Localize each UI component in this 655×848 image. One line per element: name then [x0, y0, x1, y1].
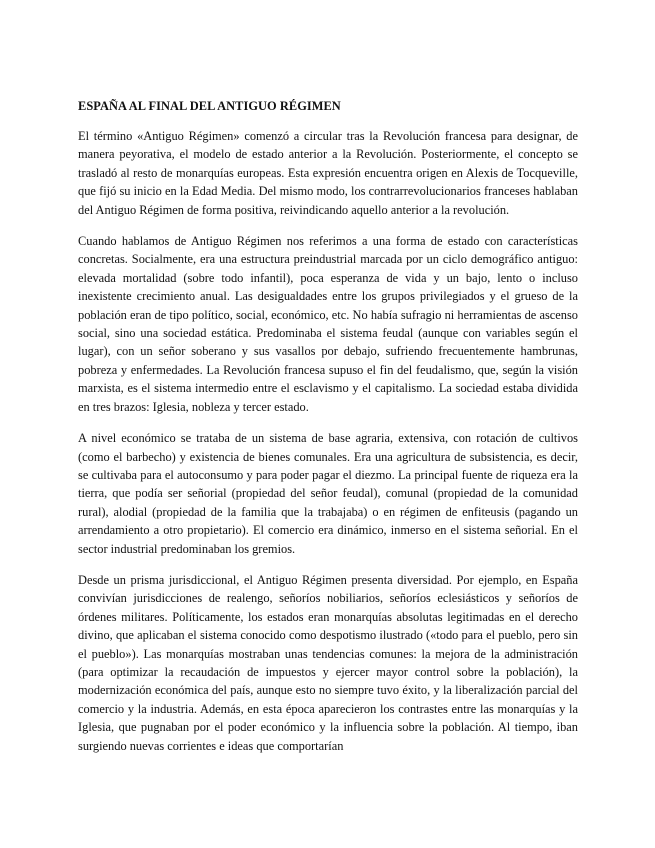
paragraph-antiguo-regimen-origin: El término «Antiguo Régimen» comenzó a circular tras la Revolución francesa para designar, de manera peyorativa, el modelo de estado anterior a la Revolución. Posteriormente, el concepto se trasladó al resto de monarquías europeas. Esta expresión encuentra origen en Alexis de Tocqueville, que fijó su inicio en la Edad Media. Del mismo modo, los contrarrevolucionarios franceses hablaban del Antiguo Régimen de forma positiva, reivindicando aquello anterior a la revolución. — [78, 129, 578, 217]
document-title: ESPAÑA AL FINAL DEL ANTIGUO RÉGIMEN — [78, 99, 341, 113]
paragraph-economy: A nivel económico se trataba de un sistema de base agraria, extensiva, con rotación de cultivos (como el barbecho) y existencia de bienes comunales. Era una agricultura de subsistencia, es decir, se cultivaba para el autoconsumo y para poder pagar el diezmo. La principal fuente de riqueza era la tierra, que podía ser señorial (propiedad del señor feudal), comunal (propiedad de la comunidad rural), alodial (propiedad de la familia que la trabajaba) o en régimen de enfiteusis (pagando un arrendamiento a otro propietario). El comercio era dinámico, inmerso en el sistema señorial. En el sector industrial predominaban los gremios. — [78, 431, 578, 556]
paragraph-jurisdiction-politics: Desde un prisma jurisdiccional, el Antiguo Régimen presenta diversidad. Por ejemplo, en España convivían jurisdicciones de realengo, señoríos nobiliarios, señoríos eclesiásticos y señoríos de órdenes militares. Políticamente, los estados eran monarquías absolutas legitimadas en el derecho divino, que aplicaban el sistema conocido como despotismo ilustrado («todo para el pueblo, pero sin el pueblo»). Las monarquías mostraban unas tendencias comunes: la mejora de la administración (para optimizar la recaudación de impuestos y ejercer mayor control sobre la población), la modernización económica del país, aunque esto no siempre tuvo éxito, y la liberalización parcial del comercio y la industria. Además, en esta época aparecieron los contrastes entre las monarquías y la Iglesia, que pugnaban por el poder económico y la influencia sobre la población. Al tiempo, iban surgiendo nuevas corrientes e ideas que comportarían — [78, 572, 578, 753]
document-body — [78, 97, 578, 768]
paragraph-social-structure: Cuando hablamos de Antiguo Régimen nos referimos a una forma de estado con características concretas. Socialmente, era una estructura preindustrial marcada por un ciclo demográfico antiguo: elevada mortalidad (sobre todo infantil), poca esperanza de vida y un bajo, lento o incluso inexistente crecimiento anual. Las desigualdades entre los grupos privilegiados y el grueso de la población eran de tipo político, social, económico, etc. No había sufragio ni herramientas de ascenso social, sino una sociedad estática. Predominaba el sistema feudal (aunque con variables según el lugar), con un señor soberano y sus vasallos por debajo, sufriendo frecuentemente hambrunas, pobreza y enfermedades. La Revolución francesa supuso el fin del feudalismo, que, según la visión marxista, es el sistema intermedio entre el esclavismo y el capitalismo. La sociedad estaba dividida en tres brazos: Iglesia, nobleza y tercer estado. — [78, 234, 578, 414]
